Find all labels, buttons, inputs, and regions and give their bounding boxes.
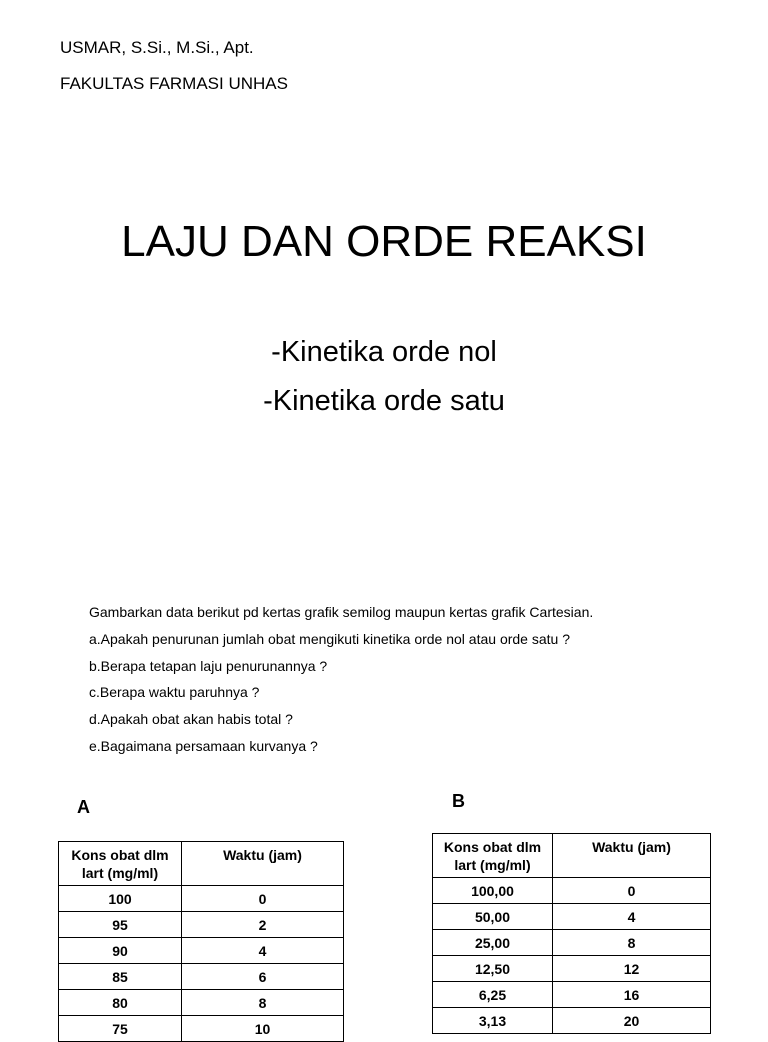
question-e: e.Bagaimana persamaan kurvanya ? bbox=[89, 737, 318, 754]
author-name: USMAR, S.Si., M.Si., Apt. bbox=[60, 38, 254, 57]
subtitle-zero-order: -Kinetika orde nol bbox=[271, 336, 497, 368]
table-b-cell-concentration: 12,50 bbox=[433, 956, 553, 982]
table-b-cell-time: 20 bbox=[553, 1008, 711, 1034]
table-a-header-concentration: Kons obat dlm lart (mg/ml) bbox=[59, 842, 182, 886]
table-a-cell-concentration: 100 bbox=[59, 886, 182, 912]
question-a: a.Apakah penurunan jumlah obat mengikuti kinetika orde nol atau orde satu ? bbox=[89, 630, 570, 647]
table-b-cell-time: 8 bbox=[553, 930, 711, 956]
table-b-cell-concentration: 100,00 bbox=[433, 878, 553, 904]
table-b-cell-time: 12 bbox=[553, 956, 711, 982]
table-a-cell-concentration: 75 bbox=[59, 1016, 182, 1042]
table-row bbox=[59, 1016, 344, 1042]
table-row bbox=[433, 956, 711, 982]
table-a-cell-concentration: 90 bbox=[59, 938, 182, 964]
faculty-name: FAKULTAS FARMASI UNHAS bbox=[60, 74, 288, 93]
question-instruction: Gambarkan data berikut pd kertas grafik semilog maupun kertas grafik Cartesian. bbox=[89, 604, 594, 620]
table-row bbox=[433, 1008, 711, 1034]
table-a-cell-time: 2 bbox=[182, 912, 344, 938]
table-a bbox=[58, 841, 344, 1042]
table-a-header-row bbox=[59, 842, 344, 886]
document-title: LAJU DAN ORDE REAKSI bbox=[121, 217, 647, 266]
table-a-cell-time: 10 bbox=[182, 1016, 344, 1042]
table-a-cell-concentration: 85 bbox=[59, 964, 182, 990]
table-row bbox=[433, 982, 711, 1008]
table-row bbox=[59, 964, 344, 990]
table-a-cell-time: 8 bbox=[182, 990, 344, 1016]
table-b-cell-concentration: 3,13 bbox=[433, 1008, 553, 1034]
table-b-cell-time: 0 bbox=[553, 878, 711, 904]
subtitle-first-order: -Kinetika orde satu bbox=[263, 385, 505, 417]
question-c: c.Berapa waktu paruhnya ? bbox=[89, 684, 260, 701]
table-b-cell-time: 16 bbox=[553, 982, 711, 1008]
table-a-cell-time: 0 bbox=[182, 886, 344, 912]
table-row bbox=[433, 930, 711, 956]
table-b-cell-concentration: 25,00 bbox=[433, 930, 553, 956]
table-b bbox=[432, 833, 711, 1034]
question-list bbox=[89, 604, 729, 765]
table-b-header-concentration: Kons obat dlm lart (mg/ml) bbox=[433, 834, 553, 878]
table-b-header-row bbox=[433, 834, 711, 878]
table-row bbox=[433, 878, 711, 904]
table-b-cell-concentration: 6,25 bbox=[433, 982, 553, 1008]
table-b-cell-concentration: 50,00 bbox=[433, 904, 553, 930]
table-row bbox=[59, 886, 344, 912]
table-a-cell-time: 6 bbox=[182, 964, 344, 990]
table-row bbox=[59, 938, 344, 964]
question-d: d.Apakah obat akan habis total ? bbox=[89, 711, 293, 728]
table-b-cell-time: 4 bbox=[553, 904, 711, 930]
table-a-cell-time: 4 bbox=[182, 938, 344, 964]
question-b: b.Berapa tetapan laju penurunannya ? bbox=[89, 657, 328, 674]
table-row bbox=[59, 912, 344, 938]
table-a-label: A bbox=[77, 797, 90, 817]
table-row bbox=[433, 904, 711, 930]
table-b-label: B bbox=[452, 791, 465, 811]
table-row bbox=[59, 990, 344, 1016]
table-a-header-time: Waktu (jam) bbox=[182, 842, 344, 886]
table-b-header-time: Waktu (jam) bbox=[553, 834, 711, 878]
table-a-cell-concentration: 95 bbox=[59, 912, 182, 938]
table-a-cell-concentration: 80 bbox=[59, 990, 182, 1016]
